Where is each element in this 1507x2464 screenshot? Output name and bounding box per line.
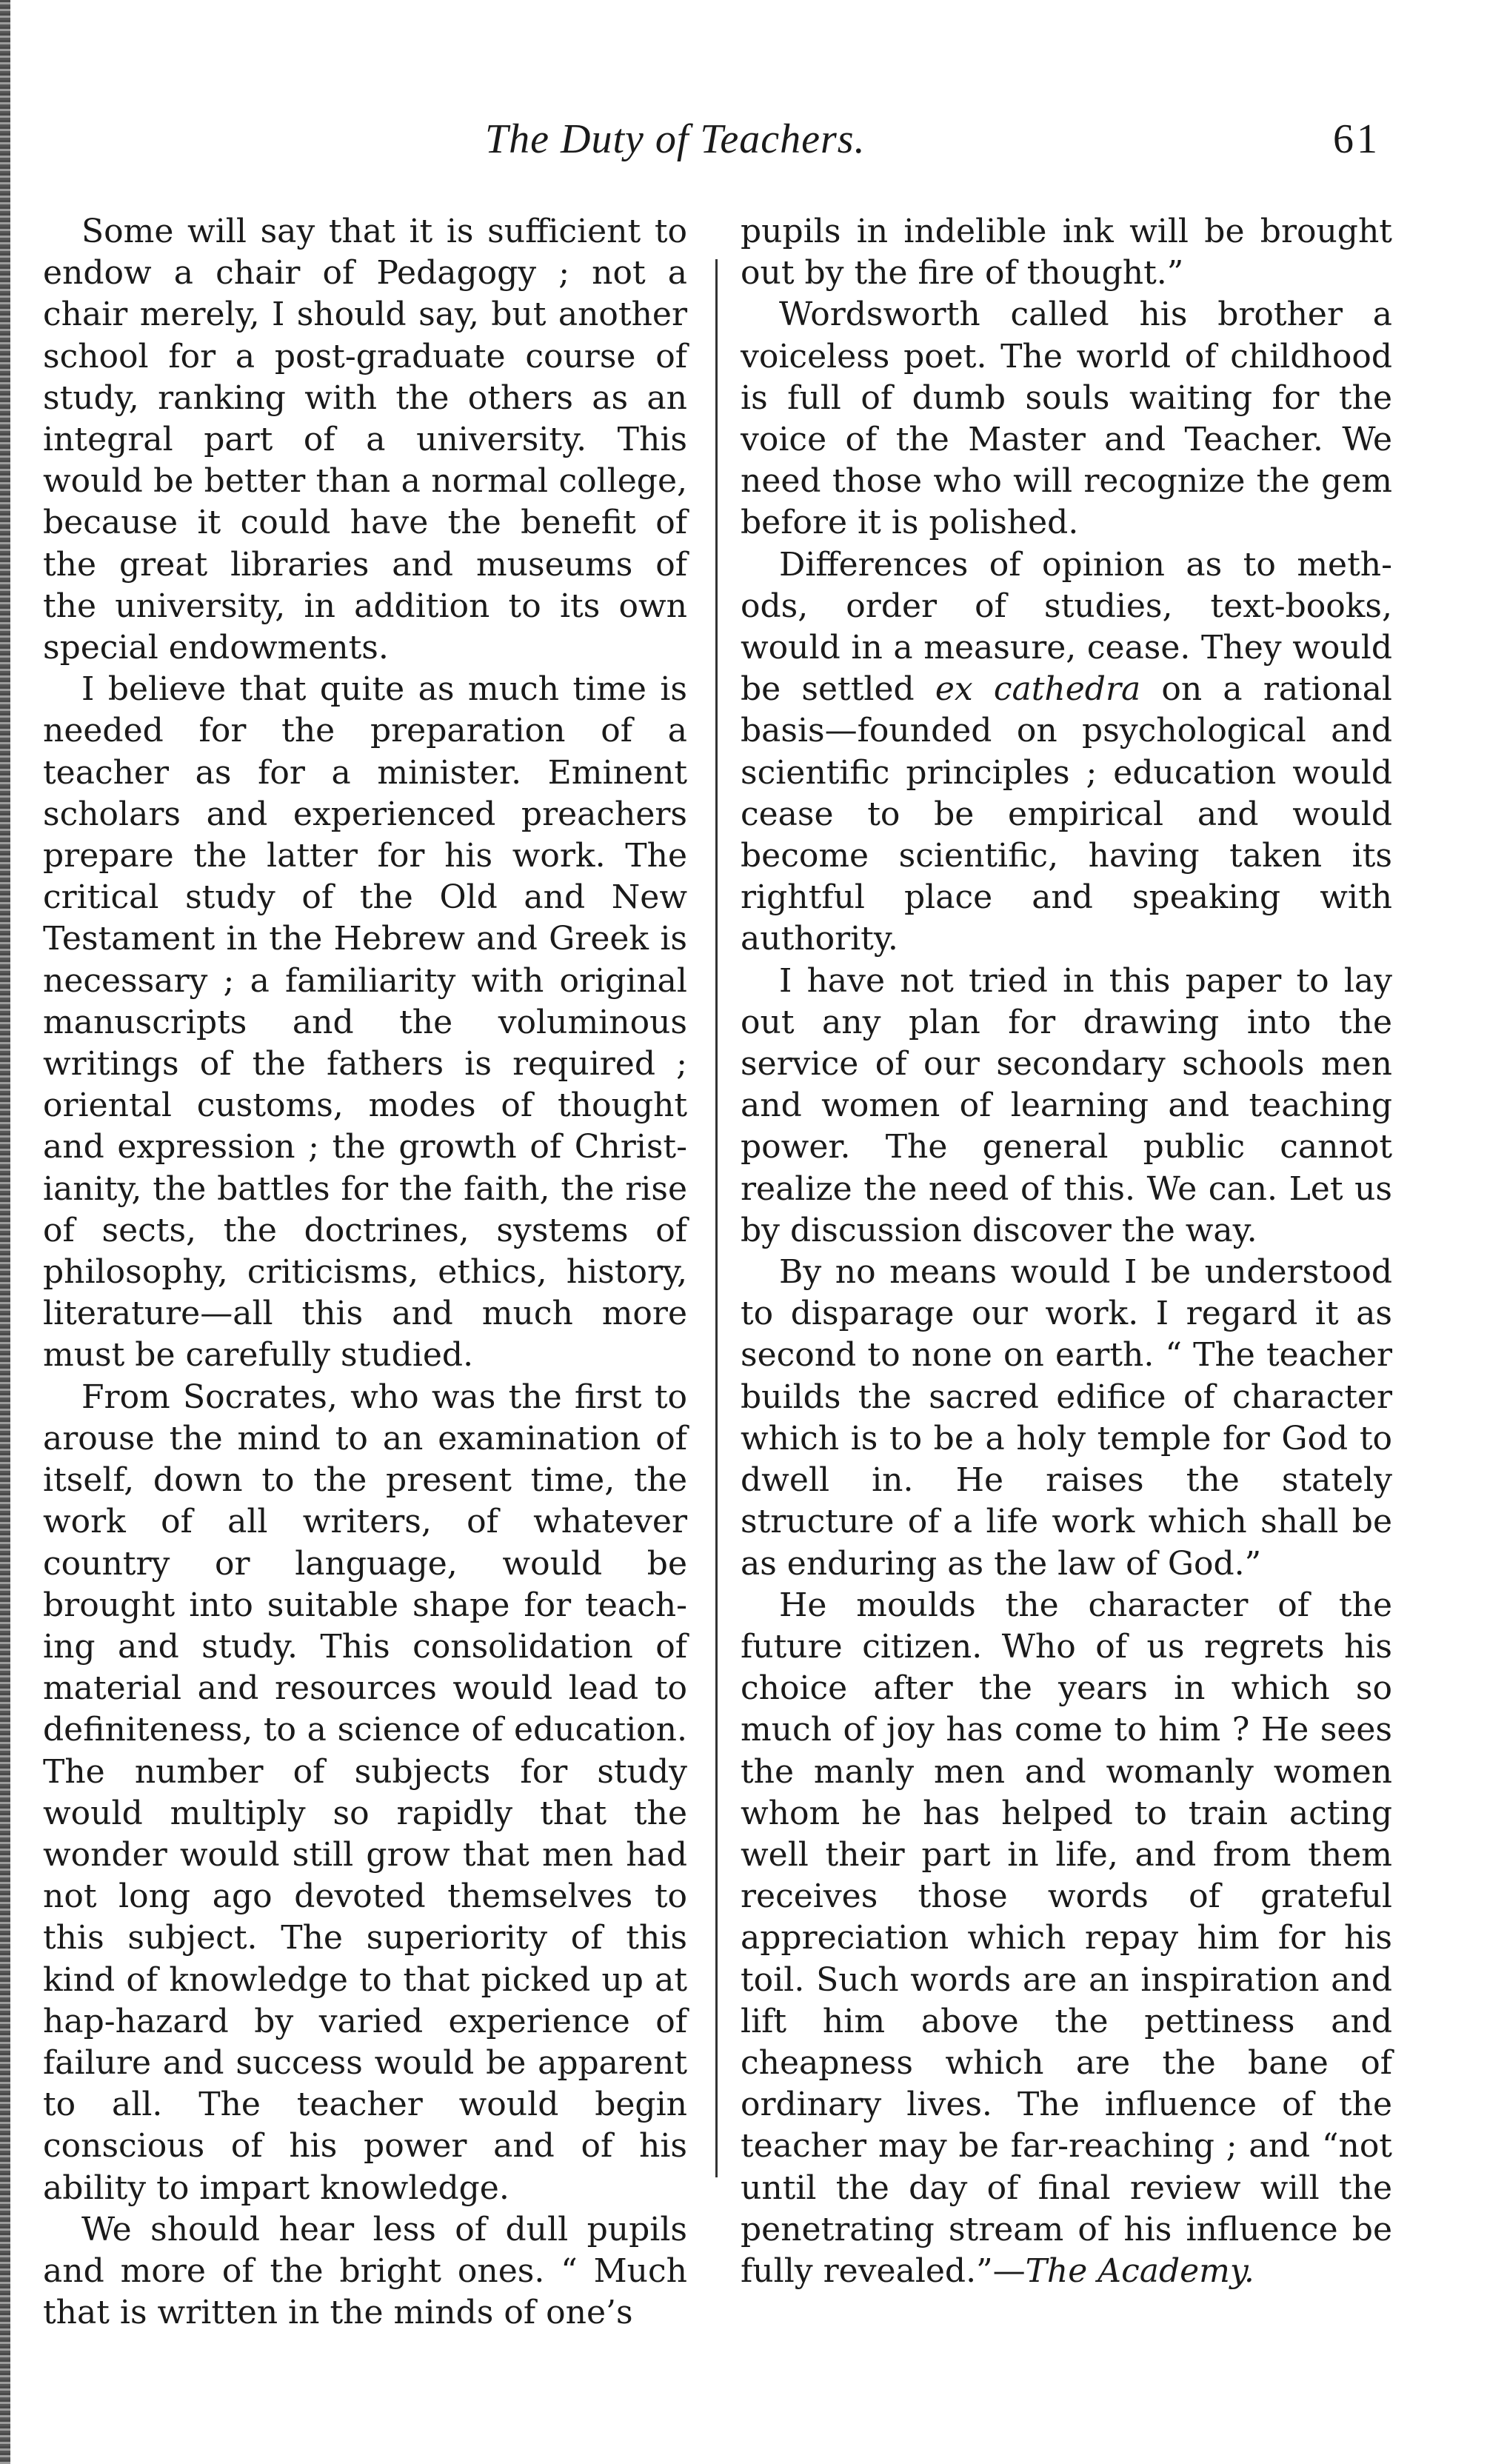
latin-phrase: ex cathedra	[935, 670, 1141, 709]
running-title: The Duty of Teachers.	[485, 116, 866, 162]
right-column	[741, 211, 1392, 2292]
paragraph: By no means would I be understood to disparage our work. I regard it as second to none on earth. “ The teacher builds the sacred edifice of character which is to be a holy temple for God to dwell in. He raises the stately structure of a life work which shall be as enduring as the law of God.”	[741, 1253, 1392, 1583]
paragraph: I believe that quite as much time is needed for the preparation of a teacher as for a minister. Eminent scholars and experienced preachers prepare the latter for his work. The critical study of the Old and New Testament in the Hebrew and Greek is necessary ; a familiarity with original manuscripts and the voluminous writings of the fathers is required ; oriental customs, modes of thought and expression ; the growth of Christianity, the battles for the faith, the rise of sects, the doctrines, systems of philosophy, criticisms, ethics, history, literature—all this and much more must be carefully studied.	[43, 670, 687, 1375]
paragraph: Some will say that it is sufficient to endow a chair of Pedagogy ; not a chair merely, I should say, but another school for a post-graduate course of study, ranking with the others as an integral part of a university. This would be better than a normal college, because it could have the benefit of the great libraries and museums of the university, in addition to its own special endowments.	[43, 213, 687, 667]
paragraph-text: on a rational basis—founded on psychological and scientific principles ; education would cease to be empirical and would become scientific, having taken its rightful place and speaking with authority.	[741, 670, 1392, 958]
paragraph: I have not tried in this paper to lay out any plan for drawing into the service of our secondary schools men and women of learning and teaching power. The general public cannot realize the need of this. We can. Let us by discussion discover the way.	[741, 961, 1392, 1249]
left-column	[43, 211, 687, 2334]
column-divider	[715, 259, 718, 2177]
paragraph: Wordsworth called his brother a voiceless poet. The world of childhood is full of dumb souls waiting for the voice of the Master and Teacher. We need those who will recognize the gem before it is polished.	[741, 296, 1392, 542]
paragraph: We should hear less of dull pupils and more of the bright ones. “ Much that is written in the minds of one’s	[43, 2210, 687, 2332]
source-citation: The Academy.	[1025, 2251, 1254, 2290]
page-edge	[0, 0, 10, 2464]
paragraph	[741, 544, 1392, 961]
running-head	[0, 110, 1507, 169]
paragraph-continuation: pupils in indelible ink will be brought out by the fire of thought.”	[741, 213, 1392, 293]
paragraph: From Socrates, who was the first to arouse the mind to an examination of itself, down to the present time, the work of all writers, of whatever country or language, would be brought into suitable shape for teaching and study. This consolidation of material and resources would lead to definiteness, to a science of education. The number of subjects for study would multiply so rapidly that the wonder would still grow that men had not long ago devoted themselves to this subject. The superiority of this kind of knowledge to that picked up at hap-hazard by varied experience of failure and success would be apparent to all. The teacher would begin conscious of his power and of his ability to impart knowledge.	[43, 1378, 687, 2207]
paragraph-text: He moulds the character of the future citizen. Who of us regrets his choice after the years in which so much of joy has come to him ? He sees the manly men and womanly women whom he has helped to train acting well their part in life, and from them receives those words of grateful appreciation which repay him for his toil. Such words are an inspiration and lift him above the pettiness and cheapness which are the bane of ordinary lives. The influence of the teacher may be far-reaching ; and “not until the day of final review will the penetrating stream of his influence be fully revealed.”—	[741, 1586, 1392, 2290]
paragraph	[741, 1585, 1392, 2292]
paragraph-text: Differences of opinion as to methods, order of studies, text-books, would in a measure, cease. They would be settled	[741, 545, 1392, 709]
page-number: 61	[1333, 116, 1380, 162]
